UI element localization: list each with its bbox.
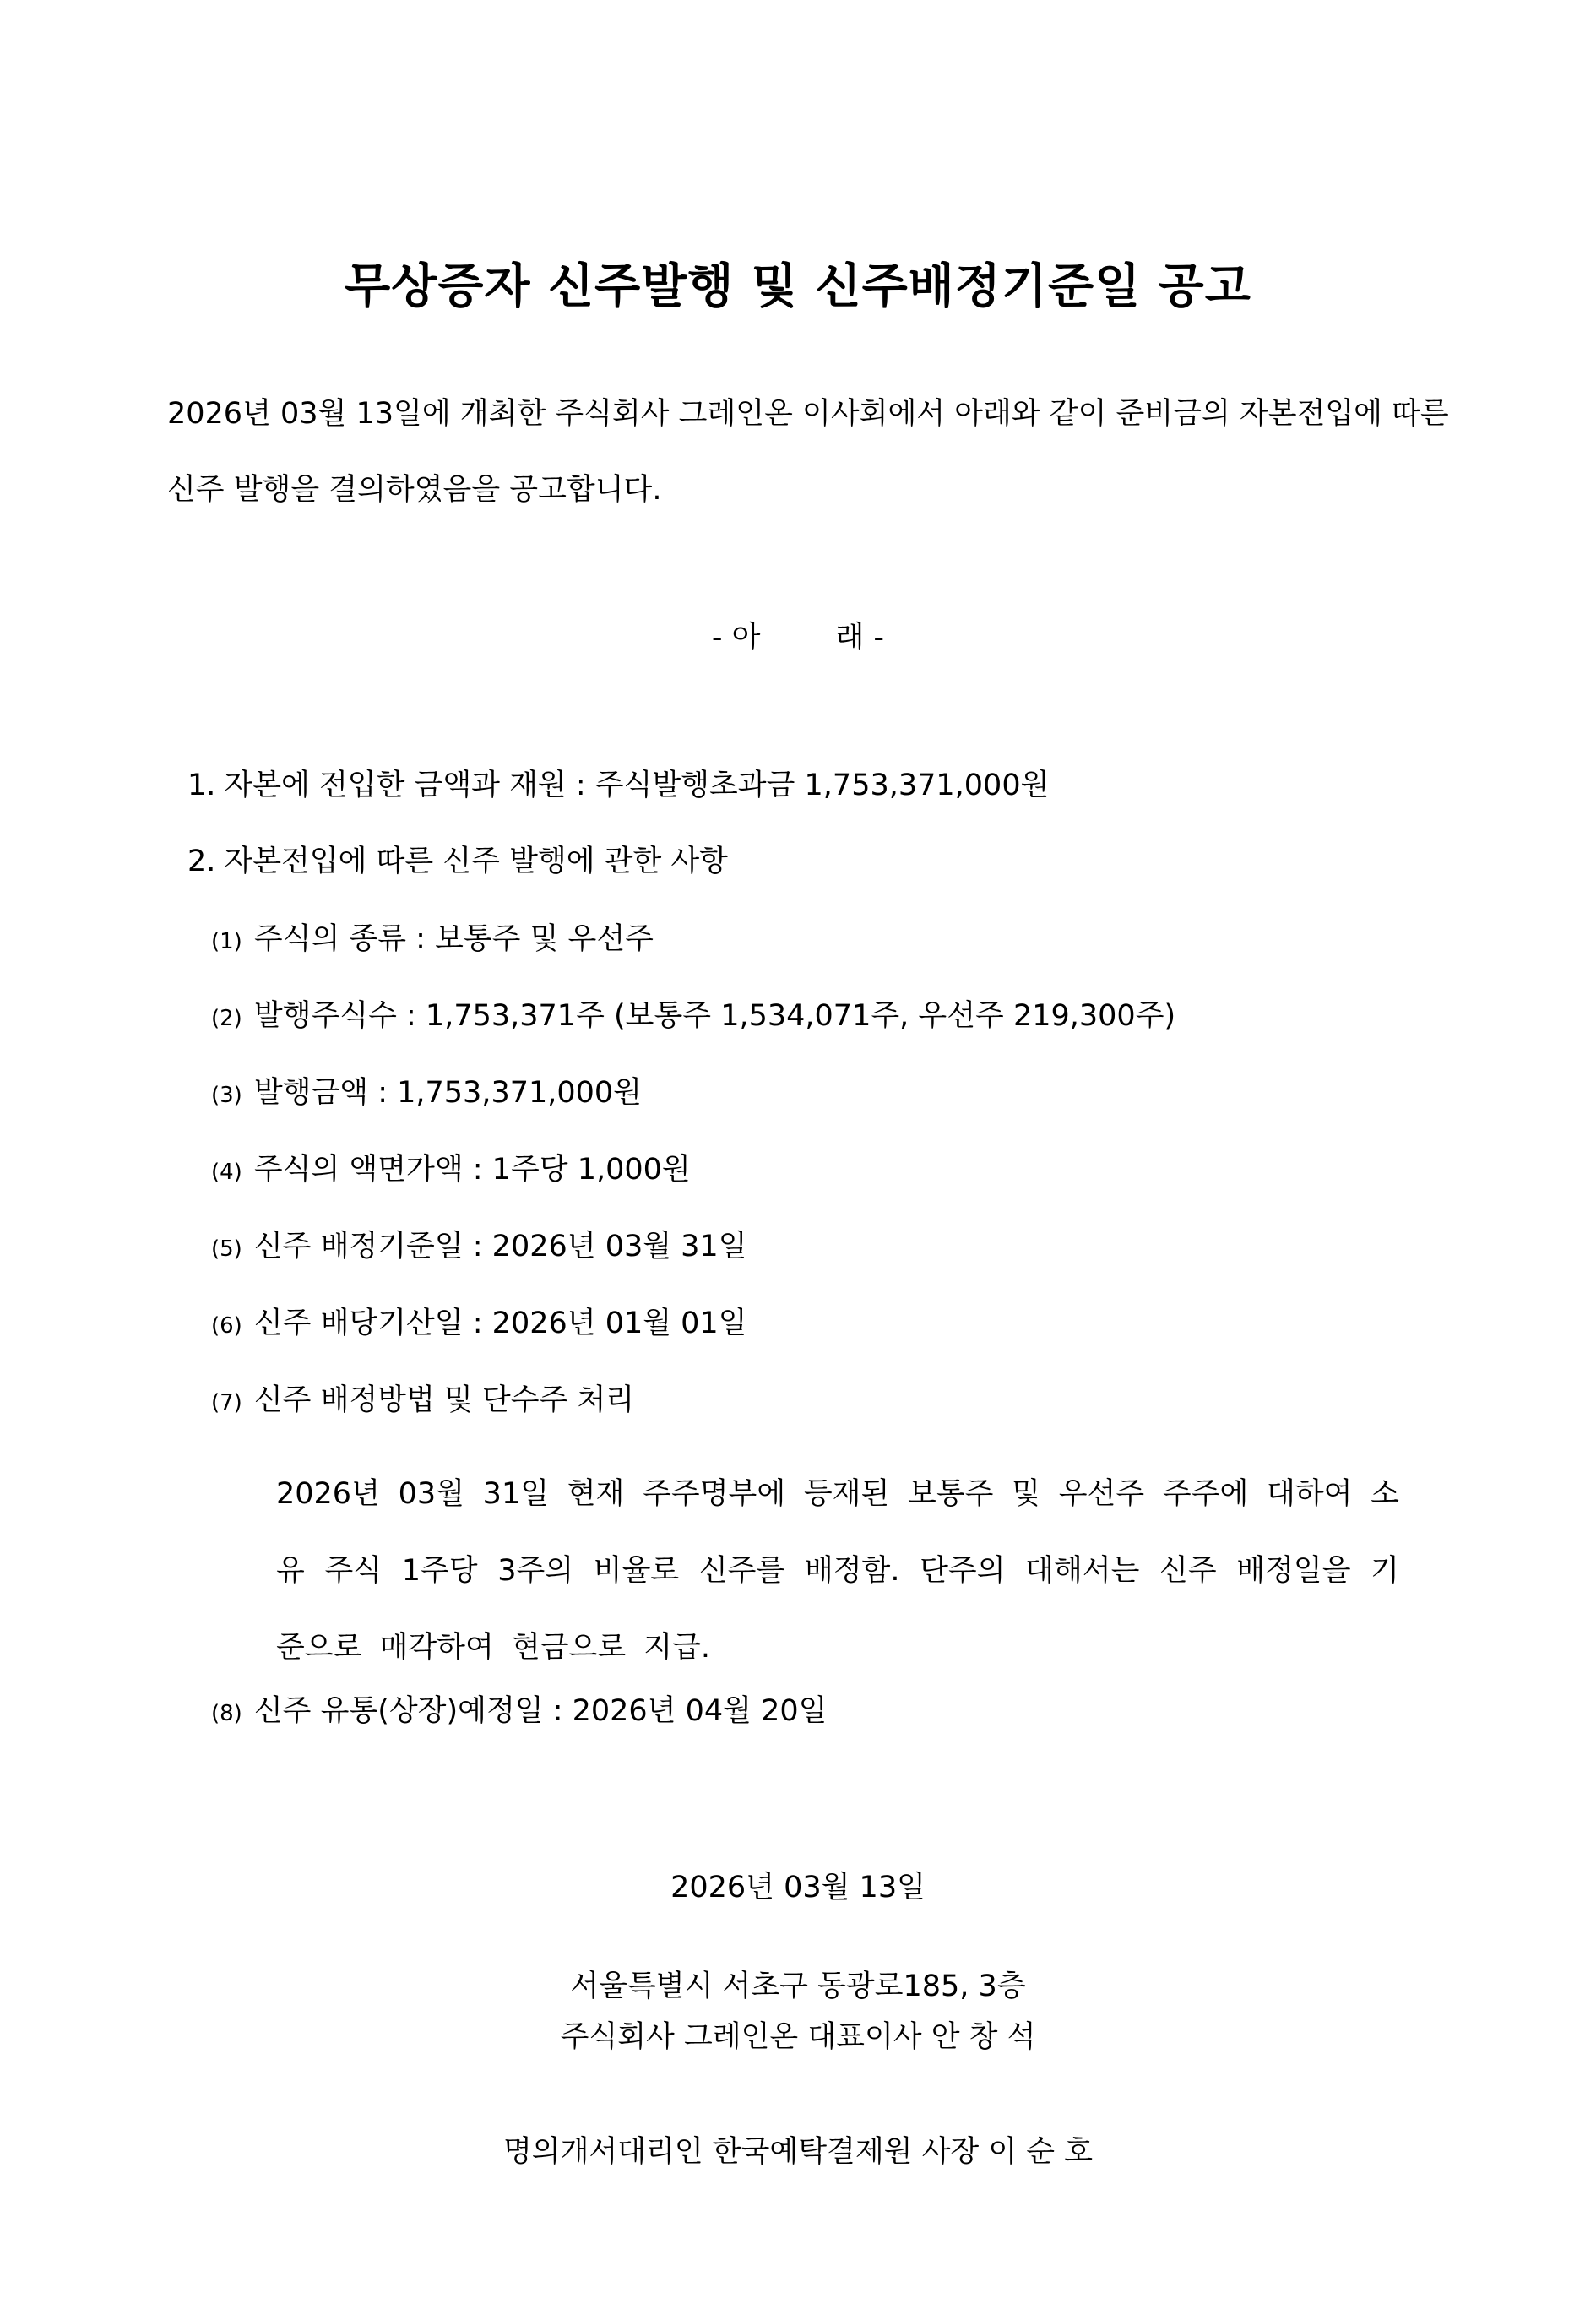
item-number: 1.: [187, 769, 216, 802]
subitem-text: 발행주식수 : 1,753,371주 (보통주 1,534,071주, 우선주 219,300주): [253, 999, 1176, 1033]
subitem-1: [211, 905, 654, 975]
subitem-7: [211, 1366, 634, 1437]
subitem-8: [211, 1677, 827, 1747]
subitem-text: 주식의 종류 : 보통주 및 우선주: [253, 922, 654, 956]
intro-line-2: 신주 발행을 결의하였음을 공고합니다.: [167, 473, 662, 507]
transfer-agent: 명의개서대리인 한국예탁결제원 사장 이 순 호: [502, 2135, 1094, 2169]
subitem-text: 신주 배정기준일 : 2026년 03월 31일: [253, 1230, 747, 1263]
item-1: [187, 752, 1049, 819]
company-address: 서울특별시 서초구 동광로185, 3층: [570, 1970, 1026, 2003]
item-text: 자본전입에 따른 신주 발행에 관한 사항: [224, 845, 728, 878]
subitem-text: 발행금액 : 1,753,371,000원: [253, 1076, 642, 1110]
allocation-paragraph: 2026년 03월 31일 현재 주주명부에 등재된 보통주 및 우선주 주주에 대하여 소유 주식 1주당 3주의 비율로 신주를 배정함. 단주의 대해서는 신주 배정일을 기준으로 매각하여 현금으로 지급.: [276, 1477, 1399, 1665]
subitem-number: (2): [211, 1006, 242, 1031]
notice-date: 2026년 03월 13일: [670, 1871, 926, 1904]
intro-paragraph: [167, 376, 1449, 528]
subitem-number: (8): [211, 1701, 242, 1726]
intro-line-1: 2026년 03월 13일에 개최한 주식회사 그레인온 이사회에서 아래와 같이 준비금의 자본전입에 따른: [167, 397, 1449, 431]
subitem-number: (3): [211, 1083, 242, 1108]
document-title: 무상증자 신주발행 및 신주배정기준일 공고: [345, 259, 1251, 314]
subitem-5: [211, 1213, 747, 1283]
subitem-number: (1): [211, 929, 242, 954]
subitem-text: 주식의 액면가액 : 1주당 1,000원: [253, 1153, 691, 1187]
company-representative: 주식회사 그레인온 대표이사 안 창 석: [560, 2020, 1036, 2054]
subitem-text: 신주 배정방법 및 단수주 처리: [253, 1383, 635, 1417]
section-heading: - 아 래 -: [711, 621, 885, 655]
subitem-text: 신주 유통(상장)예정일 : 2026년 04월 20일: [253, 1694, 828, 1728]
item-2: [187, 828, 728, 895]
subitem-number: (4): [211, 1160, 242, 1185]
subitem-3: [211, 1059, 642, 1129]
subitem-text: 신주 배당기산일 : 2026년 01월 01일: [253, 1307, 747, 1340]
item-number: 2.: [187, 845, 216, 878]
subitem-number: (6): [211, 1313, 242, 1339]
subitem-6: [211, 1290, 747, 1360]
subitem-number: (5): [211, 1236, 242, 1262]
subitem-4: [211, 1136, 691, 1206]
subitem-2: [211, 982, 1175, 1052]
subitem-number: (7): [211, 1390, 242, 1415]
item-text: 자본에 전입한 금액과 재원 : 주식발행초과금 1,753,371,000원: [224, 769, 1050, 802]
